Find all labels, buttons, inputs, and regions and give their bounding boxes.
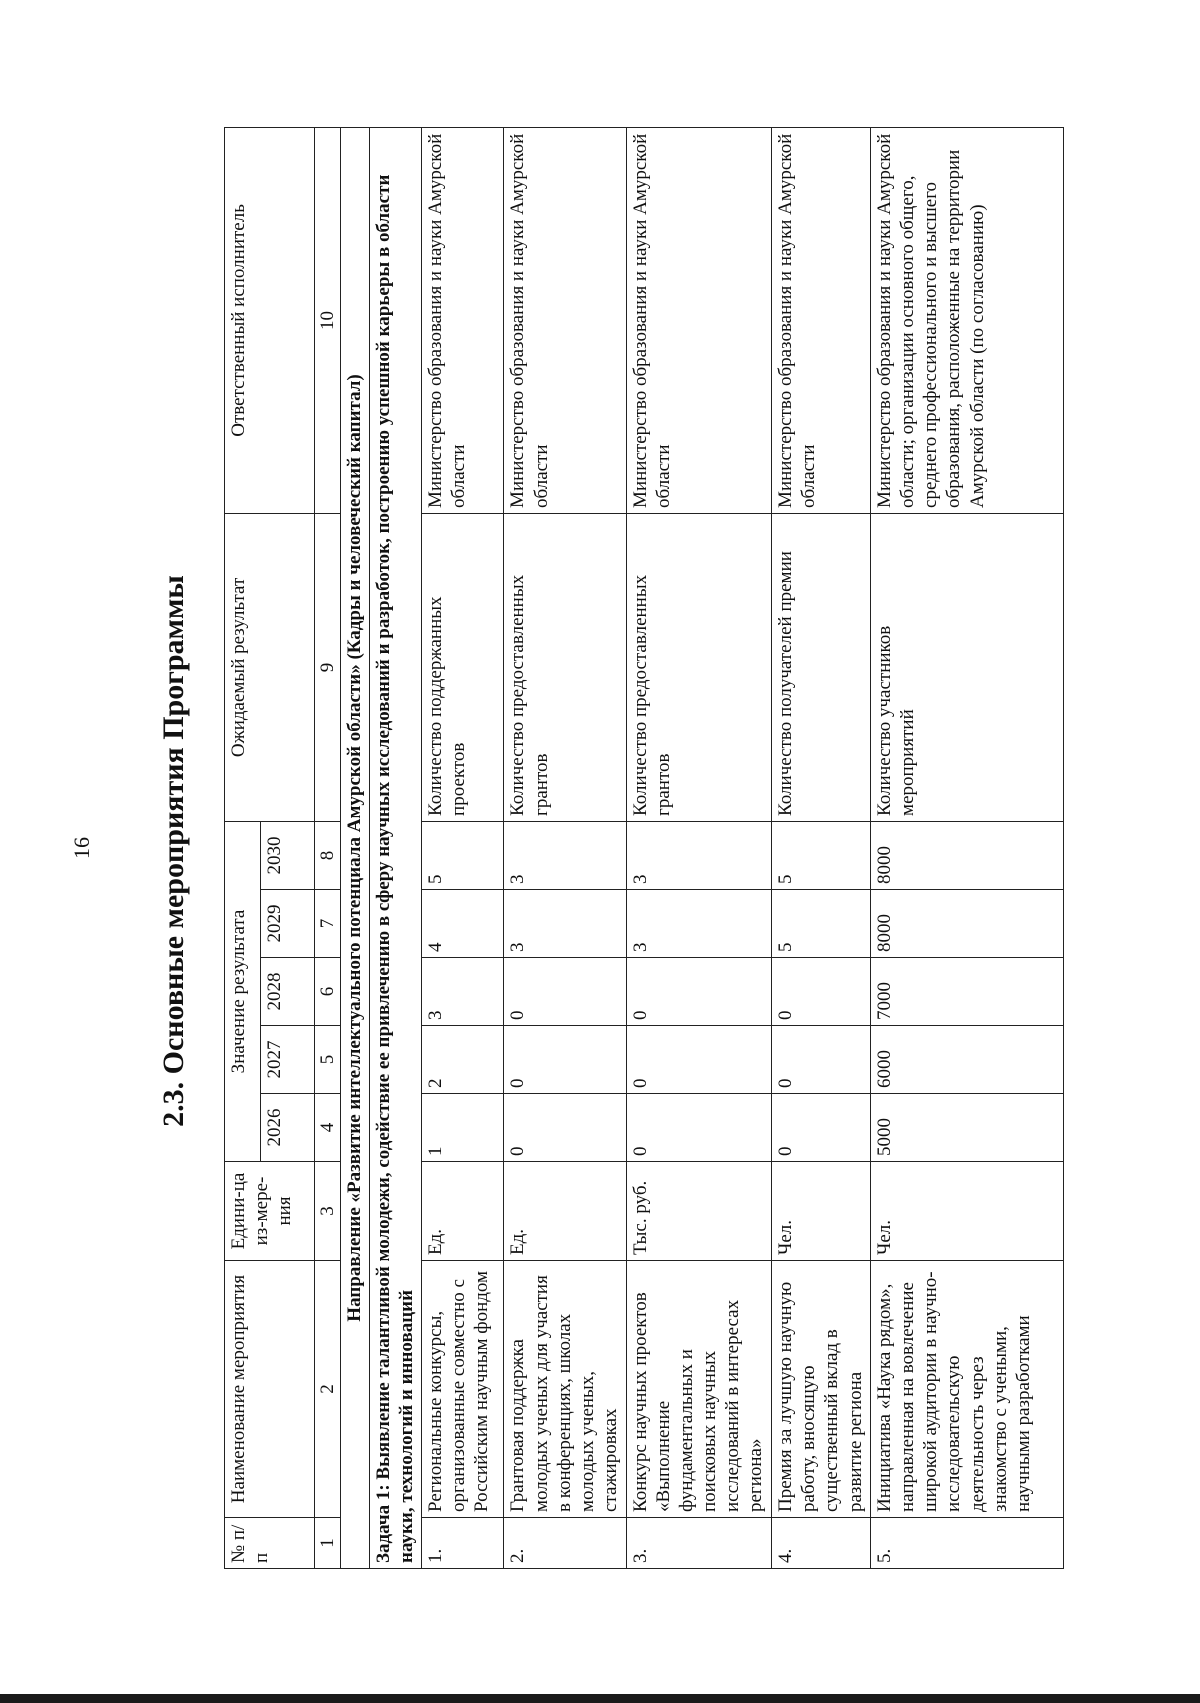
table-row	[772, 127, 871, 1568]
row-executor: Министерство образования и науки Амурской области	[421, 127, 504, 513]
row-value: 8000	[870, 821, 1063, 889]
table-row	[870, 127, 1063, 1568]
row-num: 2.	[504, 1518, 626, 1569]
row-unit: Ед.	[504, 1162, 626, 1261]
column-number: 9	[315, 513, 341, 821]
column-number: 4	[315, 1094, 341, 1162]
row-expected: Количество поддержанных проектов	[421, 513, 504, 821]
row-value: 3	[421, 958, 504, 1026]
row-value: 3	[626, 890, 772, 958]
row-value: 5	[772, 890, 871, 958]
column-number: 6	[315, 958, 341, 1026]
row-unit: Чел.	[870, 1162, 1063, 1261]
table-row	[504, 127, 626, 1568]
row-executor: Министерство образования и науки Амурской области	[772, 127, 871, 513]
row-value: 8000	[870, 890, 1063, 958]
row-executor: Министерство образования и науки Амурской области; организации основного общего, среднего профессионального и высшего образования, расположенные на территории Амурской области (по согласованию)	[870, 127, 1063, 513]
row-expected: Количество предоставленных грантов	[504, 513, 626, 821]
task-heading: Задача 1: Выявление талантливой молодежи, содействие ее привлечению в сферу научных исследований и разработок, построению успешной карьеры в области науки, технологий и инноваций	[369, 127, 421, 1568]
row-name: Конкурс научных проектов «Выполнение фундаментальных и поисковых научных исследований в интересах региона»	[626, 1261, 772, 1518]
row-value: 5	[772, 821, 871, 889]
row-value: 0	[504, 958, 626, 1026]
column-number: 7	[315, 890, 341, 958]
row-value: 3	[504, 890, 626, 958]
row-unit: Чел.	[772, 1162, 871, 1261]
row-num: 3.	[626, 1518, 772, 1569]
page-number: 16	[69, 837, 94, 859]
row-num: 5.	[870, 1518, 1063, 1569]
header-unit: Едини-ца из-мере-ния	[225, 1162, 315, 1261]
column-number: 2	[315, 1261, 341, 1518]
header-year: 2026	[261, 1094, 315, 1162]
row-expected: Количество участников мероприятий	[870, 513, 1063, 821]
activities-table	[224, 127, 1064, 1569]
row-value: 1	[421, 1094, 504, 1162]
row-value: 0	[772, 1094, 871, 1162]
scan-edge-bar	[0, 1694, 1200, 1703]
row-value: 0	[772, 1026, 871, 1094]
row-unit: Ед.	[421, 1162, 504, 1261]
section-heading: Направление «Развитие интеллектуального потенциала Амурской области» (Кадры и человеческий капитал)	[341, 127, 369, 1568]
row-value: 0	[504, 1026, 626, 1094]
row-value: 2	[421, 1026, 504, 1094]
header-expected: Ожидаемый результат	[225, 513, 315, 821]
row-value: 3	[504, 821, 626, 889]
header-num: № п/п	[225, 1518, 315, 1569]
column-number: 10	[315, 127, 341, 513]
header-executor: Ответственный исполнитель	[225, 127, 315, 513]
row-expected: Количество получателей премии	[772, 513, 871, 821]
header-year: 2030	[261, 821, 315, 889]
row-value: 0	[626, 958, 772, 1026]
header-name: Наименование мероприятия	[225, 1261, 315, 1518]
row-unit: Тыс. руб.	[626, 1162, 772, 1261]
row-value: 0	[626, 1026, 772, 1094]
row-value: 6000	[870, 1026, 1063, 1094]
row-num: 4.	[772, 1518, 871, 1569]
row-executor: Министерство образования и науки Амурской области	[504, 127, 626, 513]
row-value: 0	[626, 1094, 772, 1162]
column-number: 1	[315, 1518, 341, 1569]
row-value: 5000	[870, 1094, 1063, 1162]
row-expected: Количество предоставленных грантов	[626, 513, 772, 821]
table-row	[421, 127, 504, 1568]
page-title: 2.3. Основные мероприятия Программы	[157, 575, 190, 1127]
row-name: Премия за лучшую научную работу, вносящую существенный вклад в развитие региона	[772, 1261, 871, 1518]
row-executor: Министерство образования и науки Амурской области	[626, 127, 772, 513]
row-value: 7000	[870, 958, 1063, 1026]
table-row	[626, 127, 772, 1568]
column-numbers-row	[315, 127, 341, 1568]
column-number: 3	[315, 1162, 341, 1261]
header-year: 2029	[261, 890, 315, 958]
row-name: Региональные конкурсы, организованные совместно с Российским научным фондом	[421, 1261, 504, 1518]
row-value: 5	[421, 821, 504, 889]
row-value: 3	[626, 821, 772, 889]
row-value: 0	[504, 1094, 626, 1162]
row-name: Грантовая поддержка молодых ученых для участия в конференциях, школах молодых ученых, стажировках	[504, 1261, 626, 1518]
column-number: 8	[315, 821, 341, 889]
row-value: 0	[772, 958, 871, 1026]
header-year: 2028	[261, 958, 315, 1026]
column-number: 5	[315, 1026, 341, 1094]
row-name: Инициатива «Наука рядом», направленная на вовлечение широкой аудитории в научно-исследовательскую деятельность через знакомство с учеными, научными разработками	[870, 1261, 1063, 1518]
row-num: 1.	[421, 1518, 504, 1569]
row-value: 4	[421, 890, 504, 958]
header-values-group: Значение результата	[225, 821, 261, 1161]
header-year: 2027	[261, 1026, 315, 1094]
